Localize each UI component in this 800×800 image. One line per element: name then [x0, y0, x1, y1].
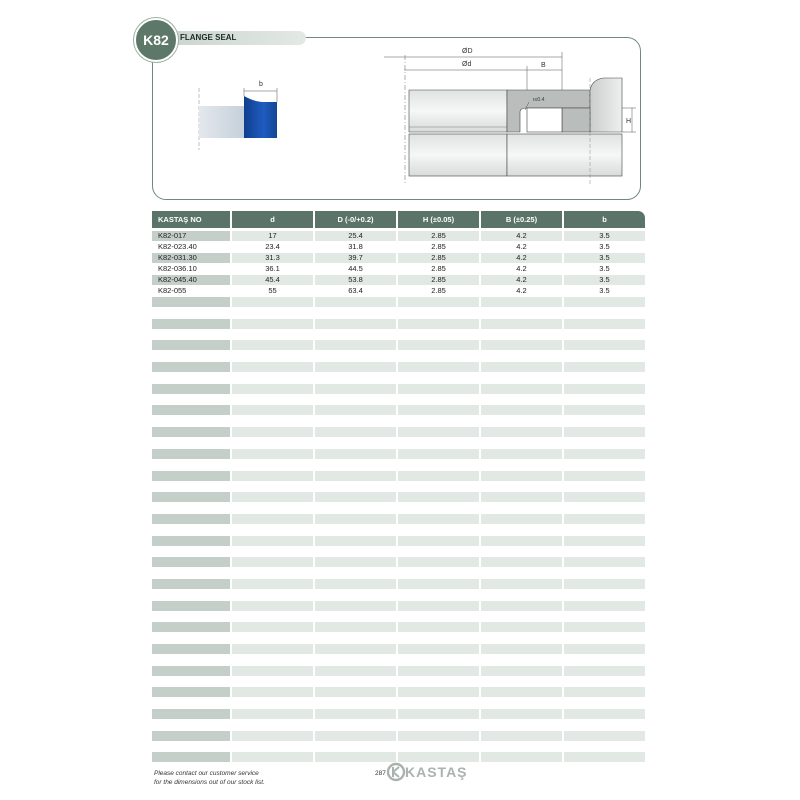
- seal-profile: [244, 96, 277, 138]
- cell-H: 2.85: [398, 275, 479, 285]
- cell-d: 23.4: [265, 242, 280, 251]
- empty-cell: [315, 514, 396, 524]
- empty-cell: [232, 731, 313, 741]
- empty-cell: [398, 536, 479, 546]
- empty-cell: [152, 449, 230, 459]
- empty-cell: [152, 644, 230, 654]
- empty-cell: [481, 687, 562, 697]
- empty-cell: [481, 384, 562, 394]
- empty-table-row: [152, 492, 645, 502]
- empty-cell: [232, 536, 313, 546]
- empty-cell: [315, 601, 396, 611]
- empty-cell: [232, 340, 313, 350]
- empty-cell: [481, 340, 562, 350]
- empty-cell: [398, 384, 479, 394]
- empty-table-row: [152, 709, 645, 719]
- empty-cell: [315, 709, 396, 719]
- cell-D: 44.5: [348, 264, 363, 273]
- empty-cell: [315, 557, 396, 567]
- dim-label-D: ØD: [462, 48, 473, 55]
- empty-cell: [232, 427, 313, 437]
- stock-note: [154, 769, 265, 787]
- empty-table-row: [152, 340, 645, 350]
- empty-cell: [315, 427, 396, 437]
- empty-cell: [564, 492, 645, 502]
- empty-cell: [564, 622, 645, 632]
- empty-cell: [564, 731, 645, 741]
- empty-table-row: [152, 752, 645, 762]
- table-row: [152, 264, 645, 275]
- empty-cell: [564, 362, 645, 372]
- cell-H: 2.85: [431, 286, 446, 295]
- empty-table-row: [152, 644, 645, 654]
- empty-cell: [315, 449, 396, 459]
- empty-table-row: [152, 557, 645, 567]
- empty-cell: [398, 492, 479, 502]
- col-header-D: D (-0/+0.2): [315, 211, 396, 228]
- empty-cell: [481, 644, 562, 654]
- cell-code: K82-017: [152, 231, 230, 241]
- empty-cell: [232, 384, 313, 394]
- empty-cell: [398, 362, 479, 372]
- empty-cell: [152, 471, 230, 481]
- product-code-badge: [134, 18, 178, 62]
- empty-cell: [564, 709, 645, 719]
- empty-cell: [398, 752, 479, 762]
- empty-cell: [232, 579, 313, 589]
- empty-table-row: [152, 579, 645, 589]
- cell-b: 3.5: [564, 253, 645, 263]
- empty-cell: [152, 666, 230, 676]
- col-header-d: d: [232, 211, 313, 228]
- empty-cell: [315, 297, 396, 307]
- empty-cell: [315, 622, 396, 632]
- empty-cell: [152, 340, 230, 350]
- empty-cell: [564, 319, 645, 329]
- stock-note-line2: for the dimensions out of our stock list.: [154, 779, 265, 786]
- cell-D: 63.4: [348, 286, 363, 295]
- technical-drawing: [0, 0, 800, 210]
- empty-cell: [232, 319, 313, 329]
- shaft-section: [199, 106, 245, 138]
- table-header: [152, 211, 645, 228]
- empty-cell: [152, 405, 230, 415]
- cell-b: 3.5: [564, 275, 645, 285]
- empty-cell: [564, 644, 645, 654]
- empty-cell: [564, 427, 645, 437]
- empty-cell: [232, 644, 313, 654]
- cell-D: 31.8: [348, 242, 363, 251]
- empty-cell: [232, 622, 313, 632]
- cell-b: 3.5: [564, 231, 645, 241]
- empty-cell: [398, 297, 479, 307]
- empty-cell: [315, 362, 396, 372]
- kastas-logo-icon: [386, 762, 406, 782]
- empty-cell: [232, 362, 313, 372]
- empty-cell: [152, 601, 230, 611]
- empty-cell: [481, 471, 562, 481]
- cell-d: 31.3: [232, 253, 313, 263]
- dim-label-H: H: [626, 118, 632, 125]
- empty-cell: [564, 514, 645, 524]
- cell-code: K82-023.40: [158, 242, 197, 251]
- empty-cell: [315, 384, 396, 394]
- empty-cell: [481, 752, 562, 762]
- empty-cell: [232, 557, 313, 567]
- empty-cell: [315, 471, 396, 481]
- cell-code: K82-036.10: [158, 264, 197, 273]
- empty-cell: [398, 579, 479, 589]
- empty-cell: [232, 471, 313, 481]
- empty-cell: [564, 297, 645, 307]
- empty-table-row: [152, 362, 645, 372]
- dim-label-radius: r≤0.4: [533, 97, 545, 103]
- empty-cell: [232, 514, 313, 524]
- cell-B: 4.2: [481, 231, 562, 241]
- empty-cell: [152, 362, 230, 372]
- empty-cell: [152, 709, 230, 719]
- empty-cell: [315, 687, 396, 697]
- empty-cell: [564, 601, 645, 611]
- empty-cell: [232, 405, 313, 415]
- empty-cell: [315, 752, 396, 762]
- empty-cell: [481, 297, 562, 307]
- empty-cell: [315, 319, 396, 329]
- empty-cell: [152, 579, 230, 589]
- empty-cell: [152, 622, 230, 632]
- brand-name: KASTAŞ: [405, 764, 468, 780]
- table-row: [152, 275, 645, 286]
- stock-note-line1: Please contact our customer service: [154, 770, 259, 777]
- cell-b: 3.5: [599, 264, 610, 273]
- empty-cell: [152, 427, 230, 437]
- empty-cell: [398, 471, 479, 481]
- empty-cell: [232, 687, 313, 697]
- empty-cell: [152, 297, 230, 307]
- table-row: [152, 231, 645, 242]
- empty-cell: [564, 752, 645, 762]
- empty-cell: [398, 601, 479, 611]
- col-header-b: b: [564, 211, 645, 228]
- empty-table-row: [152, 471, 645, 481]
- empty-cell: [481, 492, 562, 502]
- empty-cell: [564, 384, 645, 394]
- empty-cell: [564, 536, 645, 546]
- col-header-H: H (±0.05): [398, 211, 479, 228]
- empty-cell: [315, 340, 396, 350]
- empty-cell: [398, 687, 479, 697]
- empty-cell: [564, 471, 645, 481]
- empty-cell: [481, 362, 562, 372]
- empty-cell: [152, 731, 230, 741]
- empty-table-row: [152, 405, 645, 415]
- seal-section-view: [199, 81, 277, 150]
- empty-cell: [481, 449, 562, 459]
- empty-table-row: [152, 427, 645, 437]
- empty-cell: [232, 709, 313, 719]
- empty-cell: [315, 644, 396, 654]
- empty-cell: [564, 405, 645, 415]
- empty-cell: [152, 752, 230, 762]
- empty-cell: [232, 449, 313, 459]
- cell-H: 2.85: [398, 253, 479, 263]
- cell-d: 55: [268, 286, 277, 295]
- empty-table-row: [152, 687, 645, 697]
- empty-table-row: [152, 536, 645, 546]
- empty-cell: [315, 492, 396, 502]
- empty-cell: [232, 752, 313, 762]
- empty-cell: [564, 666, 645, 676]
- groove-section-view: [384, 48, 636, 185]
- empty-cell: [398, 557, 479, 567]
- empty-cell: [481, 622, 562, 632]
- empty-cell: [152, 319, 230, 329]
- empty-cell: [398, 427, 479, 437]
- empty-cell: [398, 514, 479, 524]
- page-number: 287: [375, 770, 386, 777]
- empty-table-row: [152, 297, 645, 307]
- cell-d: 45.4: [232, 275, 313, 285]
- empty-cell: [481, 536, 562, 546]
- empty-cell: [481, 319, 562, 329]
- dim-label-d: Ød: [462, 61, 472, 68]
- empty-table-row: [152, 514, 645, 524]
- empty-table-row: [152, 449, 645, 459]
- empty-cell: [398, 622, 479, 632]
- empty-cell: [398, 731, 479, 741]
- empty-cell: [564, 579, 645, 589]
- empty-cell: [564, 340, 645, 350]
- cell-code: K82-045.40: [152, 275, 230, 285]
- empty-cell: [398, 319, 479, 329]
- cell-B: 4.2: [516, 264, 527, 273]
- empty-cell: [564, 557, 645, 567]
- empty-cell: [315, 405, 396, 415]
- page-title: FLANGE SEAL: [180, 33, 237, 42]
- empty-cell: [232, 492, 313, 502]
- empty-cell: [481, 731, 562, 741]
- empty-cell: [481, 427, 562, 437]
- empty-cell: [481, 405, 562, 415]
- empty-cell: [481, 579, 562, 589]
- empty-cell: [152, 557, 230, 567]
- empty-cell: [564, 449, 645, 459]
- seal-groove: [527, 108, 562, 132]
- dim-label-b: b: [259, 81, 263, 88]
- empty-cell: [152, 536, 230, 546]
- empty-cell: [152, 687, 230, 697]
- cell-B: 4.2: [481, 253, 562, 263]
- empty-cell: [232, 601, 313, 611]
- cell-B: 4.2: [516, 242, 527, 251]
- cell-code: K82-031.30: [152, 253, 230, 263]
- empty-cell: [481, 514, 562, 524]
- cell-D: 39.7: [315, 253, 396, 263]
- table-row: [152, 253, 645, 264]
- cell-d: 36.1: [265, 264, 280, 273]
- empty-table-row: [152, 622, 645, 632]
- empty-cell: [481, 601, 562, 611]
- cell-d: 17: [232, 231, 313, 241]
- empty-cell: [232, 297, 313, 307]
- empty-cell: [481, 557, 562, 567]
- empty-cell: [152, 384, 230, 394]
- cell-b: 3.5: [599, 286, 610, 295]
- empty-cell: [315, 579, 396, 589]
- empty-table-row: [152, 319, 645, 329]
- empty-cell: [481, 666, 562, 676]
- cell-H: 2.85: [431, 264, 446, 273]
- empty-table-row: [152, 666, 645, 676]
- empty-cell: [315, 666, 396, 676]
- cell-H: 2.85: [431, 242, 446, 251]
- empty-table-row: [152, 731, 645, 741]
- empty-cell: [398, 449, 479, 459]
- empty-cell: [564, 687, 645, 697]
- empty-cell: [398, 340, 479, 350]
- cell-code: K82-055: [158, 286, 187, 295]
- cell-B: 4.2: [481, 275, 562, 285]
- col-header-kastas-no: KASTAŞ NO: [152, 211, 230, 228]
- empty-cell: [232, 666, 313, 676]
- empty-cell: [152, 492, 230, 502]
- empty-cell: [398, 644, 479, 654]
- cell-b: 3.5: [599, 242, 610, 251]
- empty-cell: [481, 709, 562, 719]
- table-row: [152, 286, 645, 297]
- dim-label-B: B: [541, 62, 546, 69]
- empty-table-row: [152, 384, 645, 394]
- cell-B: 4.2: [516, 286, 527, 295]
- empty-table-row: [152, 601, 645, 611]
- empty-cell: [398, 405, 479, 415]
- col-header-B: B (±0.25): [481, 211, 562, 228]
- table-row: [152, 242, 645, 253]
- product-code: K82: [143, 32, 169, 48]
- empty-cell: [315, 731, 396, 741]
- empty-cell: [398, 666, 479, 676]
- empty-cell: [398, 709, 479, 719]
- cell-H: 2.85: [398, 231, 479, 241]
- empty-cell: [152, 514, 230, 524]
- cell-D: 53.8: [315, 275, 396, 285]
- cell-D: 25.4: [315, 231, 396, 241]
- dimensions-table: [152, 211, 645, 774]
- empty-cell: [315, 536, 396, 546]
- empty-rows: [152, 297, 645, 774]
